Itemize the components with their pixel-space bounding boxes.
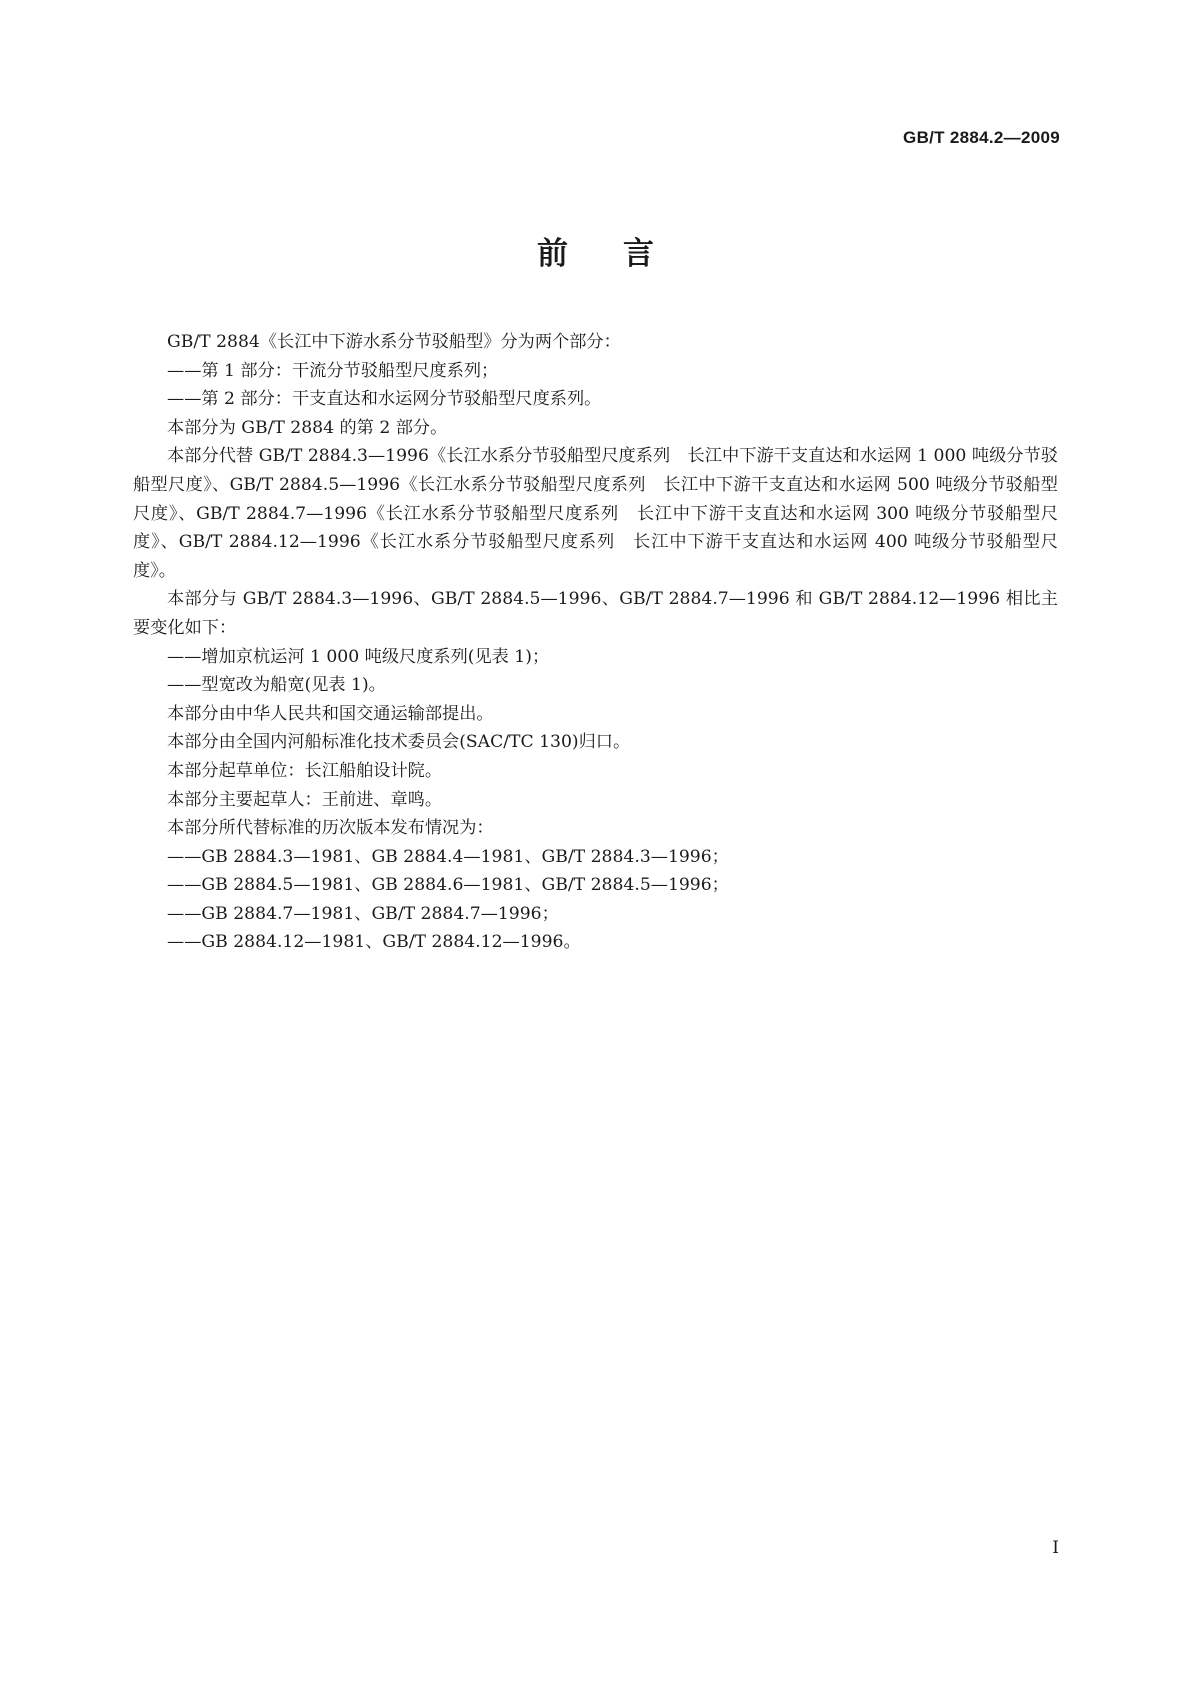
list-item-part-1: ——第 1 部分：干流分节驳船型尺度系列； xyxy=(167,360,499,381)
list-item-part-2: ——第 2 部分：干支直达和水运网分节驳船型尺度系列。 xyxy=(167,389,602,410)
list-item-change-1: ——增加京杭运河 1 000 吨级尺度系列(见表 1)； xyxy=(167,646,550,667)
standard-code: GB/T 2884.2—2009 xyxy=(903,128,1060,147)
list-item-history-1: ——GB 2884.3—1981、GB 2884.4—1981、GB/T 2884.3—1996； xyxy=(167,846,729,867)
document-body xyxy=(133,328,1058,957)
page-number: I xyxy=(1052,1538,1059,1558)
list-item-change-2: ——型宽改为船宽(见表 1)。 xyxy=(167,675,386,696)
paragraph-history-intro: 本部分所代替标准的历次版本发布情况为： xyxy=(167,818,494,839)
paragraph-standard-parts: GB/T 2884《长江中下游水系分节驳船型》分为两个部分： xyxy=(167,332,621,352)
page-title: 前言 xyxy=(537,236,709,272)
list-item-history-2: ——GB 2884.5—1981、GB 2884.6—1981、GB/T 2884.5—1996； xyxy=(167,875,729,896)
paragraph-replaces: 本部分代替 GB/T 2884.3—1996《长江水系分节驳船型尺度系列 长江中下游干支直达和水运网 1 000 吨级分节驳船型尺度》、GB/T 2884.5—1996《长江水系分节驳船型尺度系列 长江中下游干支直达和水运网 500 吨级分节驳船型尺度》、GB/T 2884.7—1996《长江水系分节驳船型尺度系列 长江中下游干支直达和水运网 300 吨级分节驳船型尺度》、GB/T 2884.12—1996《长江水系分节驳船型尺度系列 长江中下游干支直达和水运网 400 吨级分节驳船型尺度》。 xyxy=(133,446,1058,581)
paragraph-changes-intro: 本部分与 GB/T 2884.3—1996、GB/T 2884.5—1996、GB/T 2884.7—1996 和 GB/T 2884.12—1996 相比主要变化如下： xyxy=(133,589,1058,638)
paragraph-part-statement: 本部分为 GB/T 2884 的第 2 部分。 xyxy=(167,417,448,438)
paragraph-drafters: 本部分主要起草人：王前进、章鸣。 xyxy=(167,789,443,810)
paragraph-drafting-unit: 本部分起草单位：长江船舶设计院。 xyxy=(167,760,443,781)
paragraph-proposed-by: 本部分由中华人民共和国交通运输部提出。 xyxy=(167,703,494,724)
list-item-history-4: ——GB 2884.12—1981、GB/T 2884.12—1996。 xyxy=(167,932,581,953)
paragraph-managed-by: 本部分由全国内河船标准化技术委员会(SAC/TC 130)归口。 xyxy=(167,732,631,753)
list-item-history-3: ——GB 2884.7—1981、GB/T 2884.7—1996； xyxy=(167,903,559,924)
